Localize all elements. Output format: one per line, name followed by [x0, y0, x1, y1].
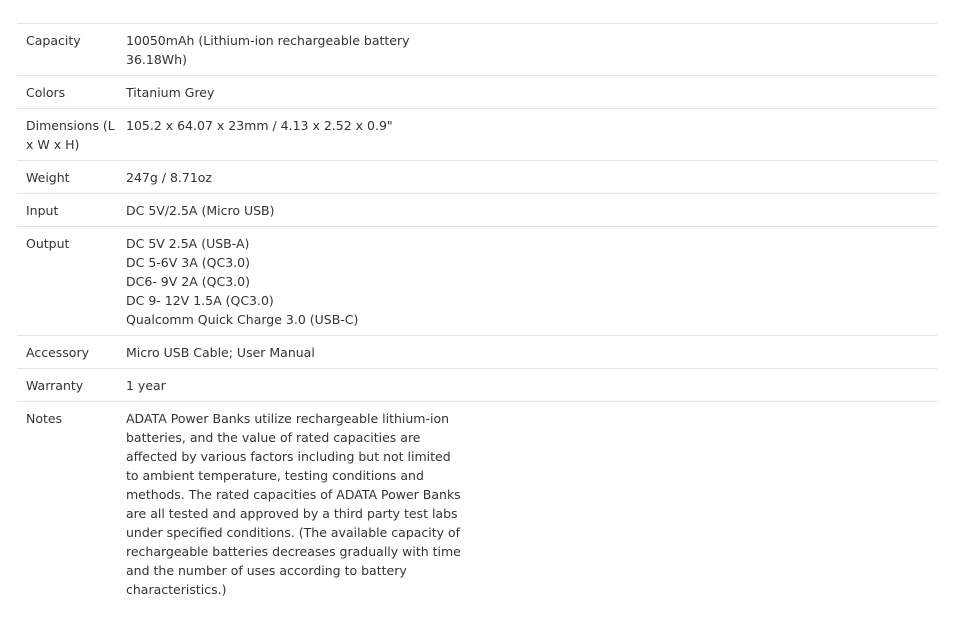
spec-row-accessory — [17, 336, 937, 369]
spec-row-output — [17, 227, 937, 336]
spec-value-line: characteristics.) — [126, 582, 227, 597]
spec-row-dimensions — [17, 109, 937, 161]
spec-value-line: DC 5V/2.5A (Micro USB) — [126, 203, 275, 218]
spec-label: Input — [26, 203, 59, 218]
spec-label: Capacity — [26, 33, 81, 48]
spec-row-capacity — [17, 24, 937, 76]
spec-row-weight — [17, 161, 937, 194]
spec-row-warranty — [17, 369, 937, 402]
spec-value-line: DC 5V 2.5A (USB-A) — [126, 236, 250, 251]
spec-value-line: to ambient temperature, testing conditions and — [126, 468, 424, 483]
spec-row-colors — [17, 76, 937, 109]
spec-value-line: 105.2 x 64.07 x 23mm / 4.13 x 2.52 x 0.9" — [126, 118, 393, 133]
spec-label: Weight — [26, 170, 70, 185]
spec-value-line: under specified conditions. (The available capacity of — [126, 525, 461, 540]
spec-value — [126, 83, 456, 102]
spec-value-line: batteries, and the value of rated capacities are — [126, 430, 421, 445]
spec-label: Accessory — [26, 345, 89, 360]
spec-value — [126, 116, 456, 154]
spec-value-line: 10050mAh (Lithium-ion rechargeable battery — [126, 33, 410, 48]
spec-value-line: Micro USB Cable; User Manual — [126, 345, 315, 360]
spec-value-line: DC6- 9V 2A (QC3.0) — [126, 274, 250, 289]
spec-value-line: 247g / 8.71oz — [126, 170, 212, 185]
spec-value — [126, 31, 456, 69]
spec-value-line: Titanium Grey — [126, 85, 215, 100]
spec-value — [126, 409, 461, 599]
spec-value — [126, 201, 456, 220]
spec-row-input — [17, 194, 937, 227]
spec-row-notes — [17, 402, 937, 605]
spec-value-line: DC 9- 12V 1.5A (QC3.0) — [126, 293, 274, 308]
spec-value-line: methods. The rated capacities of ADATA Power Banks — [126, 487, 461, 502]
spec-value — [126, 168, 456, 187]
spec-value-line: ADATA Power Banks utilize rechargeable lithium-ion — [126, 411, 450, 426]
spec-value — [126, 343, 456, 362]
spec-value-line: Qualcomm Quick Charge 3.0 (USB-C) — [126, 312, 359, 327]
spec-value — [126, 376, 456, 395]
spec-label: Warranty — [26, 378, 84, 393]
spec-value-line: DC 5-6V 3A (QC3.0) — [126, 255, 250, 270]
spec-label: Colors — [26, 85, 66, 100]
spec-value-line: affected by various factors including but not limited — [126, 449, 451, 464]
spec-label: Output — [26, 236, 70, 251]
spec-table — [17, 23, 937, 605]
spec-label: Dimensions (L x W x H) — [26, 118, 115, 152]
spec-value-line: rechargeable batteries decreases gradually with time — [126, 544, 461, 559]
spec-value-line: 1 year — [126, 378, 166, 393]
spec-value-line: are all tested and approved by a third party test labs — [126, 506, 458, 521]
spec-label: Notes — [26, 411, 63, 426]
spec-value — [126, 234, 456, 329]
spec-value-line: 36.18Wh) — [126, 52, 187, 67]
spec-value-line: and the number of uses according to battery — [126, 563, 407, 578]
